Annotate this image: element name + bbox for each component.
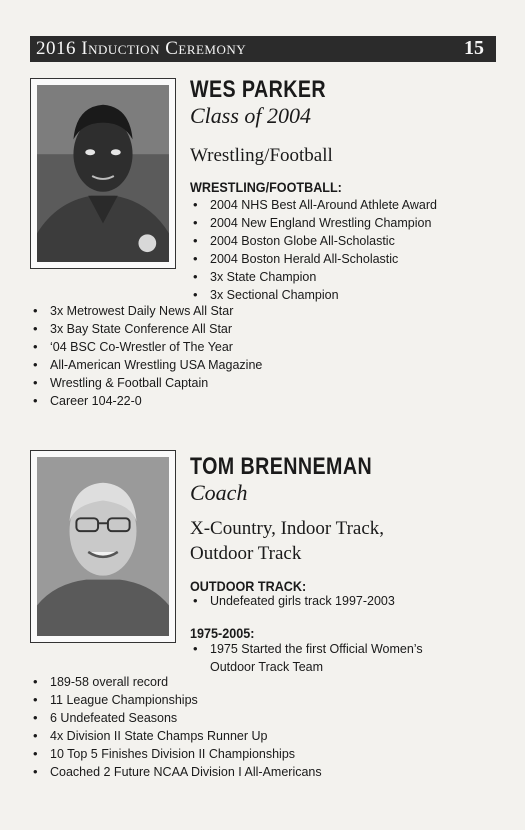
inductee-sport-line-1: X-Country, Indoor Track, — [190, 518, 385, 539]
list-item: • 2004 NHS Best All-Around Athlete Award — [190, 196, 437, 214]
accomplishment-list-continued — [30, 302, 262, 410]
page-number: 15 — [464, 37, 484, 59]
list-item: • 2004 New England Wrestling Champion — [190, 214, 437, 232]
list-item: • 1975 Started the first Official Women’s Outdoor Track Team — [190, 640, 460, 676]
section-title: OUTDOOR TRACK: — [190, 578, 307, 594]
accomplishment-list-continued — [30, 673, 322, 781]
list-item: • ‘04 BSC Co-Wrestler of The Year — [30, 338, 262, 356]
list-item: • Coached 2 Future NCAA Division I All-Americans — [30, 763, 322, 781]
list-item: • Undefeated girls track 1997-2003 — [190, 592, 395, 610]
list-item: • 10 Top 5 Finishes Division II Championships — [30, 745, 322, 763]
inductee-photo-parker — [30, 78, 176, 269]
list-item: • 3x State Champion — [190, 268, 437, 286]
page-header — [30, 36, 496, 62]
list-item: • Career 104-22-0 — [30, 392, 262, 410]
list-item: • 6 Undefeated Seasons — [30, 709, 322, 727]
list-item: • 3x Metrowest Daily News All Star — [30, 302, 262, 320]
list-item: • 11 League Championships — [30, 691, 322, 709]
inductee-name: TOM BRENNEMAN — [190, 453, 373, 480]
section-title: WRESTLING/FOOTBALL: — [190, 179, 342, 195]
list-item: • 189-58 overall record — [30, 673, 322, 691]
inductee-name: WES PARKER — [190, 76, 327, 103]
inductee-sport: Wrestling/Football — [190, 145, 333, 166]
section-title: 1975-2005: — [190, 625, 255, 641]
list-item: • All-American Wrestling USA Magazine — [30, 356, 262, 374]
inductee-photo-brenneman — [30, 450, 176, 643]
inductee-sport-line-2: Outdoor Track — [190, 543, 302, 564]
list-item: • 2004 Boston Herald All-Scholastic — [190, 250, 437, 268]
list-item: • 4x Division II State Champs Runner Up — [30, 727, 322, 745]
list-item: • 3x Sectional Champion — [190, 286, 437, 304]
inductee-class: Coach — [190, 480, 248, 505]
list-item: • 2004 Boston Globe All-Scholastic — [190, 232, 437, 250]
list-item: • 3x Bay State Conference All Star — [30, 320, 262, 338]
accomplishment-list — [190, 640, 460, 676]
accomplishment-list — [190, 592, 395, 610]
accomplishment-list — [190, 196, 437, 304]
list-item: • Wrestling & Football Captain — [30, 374, 262, 392]
inductee-class: Class of 2004 — [190, 103, 312, 128]
ceremony-title: 2016 Induction Ceremony — [36, 38, 247, 59]
